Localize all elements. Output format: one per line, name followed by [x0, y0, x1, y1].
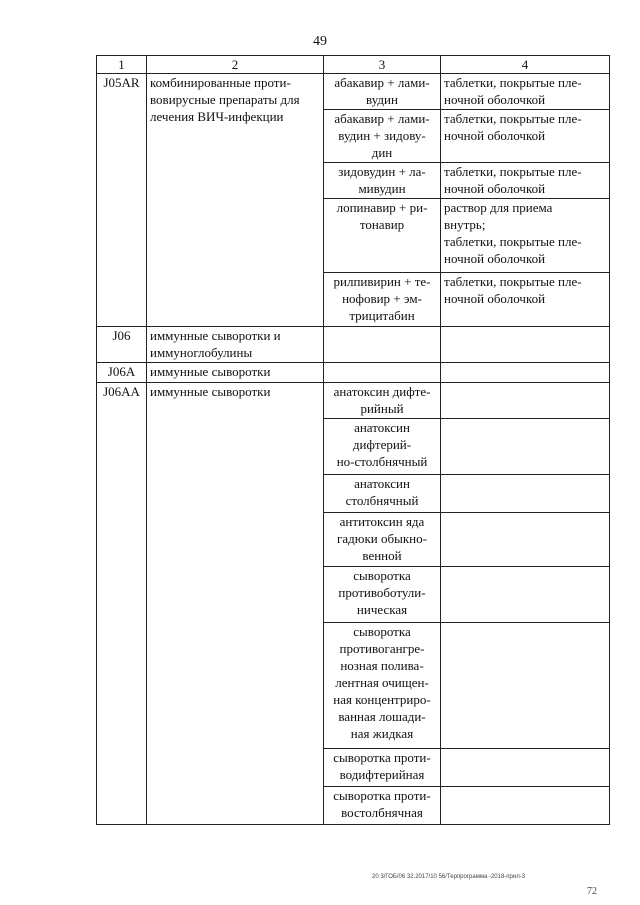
dosage-form-cell: [441, 567, 610, 623]
dosage-form-cell: [441, 199, 610, 273]
column-header-4: 4: [441, 56, 610, 74]
atc-code-cell: [97, 74, 147, 327]
footer-page-number: 72: [587, 886, 597, 897]
drug-name-cell: [324, 273, 441, 327]
dosage-form-cell: [441, 419, 610, 475]
drug-name-cell: [324, 383, 441, 419]
drug-name-cell: [324, 787, 441, 825]
group-name-cell: [147, 327, 324, 363]
column-header-2: 2: [147, 56, 324, 74]
drug-name: антитоксин яда гадюки обыкно- венной: [337, 514, 427, 563]
dosage-form: таблетки, покрытые пле- ночной оболочкой: [444, 111, 582, 143]
drug-name: абакавир + лами- вудин: [334, 75, 430, 107]
drug-name-cell: [324, 567, 441, 623]
dosage-form: таблетки, покрытые пле- ночной оболочкой: [444, 164, 582, 196]
dosage-form: таблетки, покрытые пле- ночной оболочкой: [444, 75, 582, 107]
dosage-form-cell: [441, 623, 610, 749]
group-name: иммунные сыворотки: [150, 384, 271, 399]
drug-name-cell: [324, 199, 441, 273]
group-name: иммунные сыворотки и иммуноглобулины: [150, 328, 281, 360]
atc-code-cell: [97, 327, 147, 363]
drug-name: сыворотка проти- водифтерийная: [333, 750, 431, 782]
group-name-cell: [147, 383, 324, 825]
group-name-cell: [147, 363, 324, 383]
drug-name: зидовудин + ла- мивудин: [338, 164, 426, 196]
drug-name: рилпивирин + те- нофовир + эм- трицитабин: [333, 274, 431, 323]
drug-name-cell: [324, 475, 441, 513]
drug-name-cell: [324, 363, 441, 383]
drug-name: лопинавир + ри- тонавир: [336, 200, 428, 232]
column-header-1: 1: [97, 56, 147, 74]
table-row: [97, 327, 610, 363]
drug-name-cell: [324, 163, 441, 199]
drug-name: абакавир + лами- вудин + зидову- дин: [334, 111, 430, 160]
dosage-form-cell: [441, 475, 610, 513]
group-name-cell: [147, 74, 324, 327]
atc-code-cell: [97, 363, 147, 383]
atc-code: J05AR: [103, 75, 140, 90]
drug-name: сыворотка противоботули- ническая: [338, 568, 426, 617]
drug-name-cell: [324, 623, 441, 749]
dosage-form-cell: [441, 273, 610, 327]
atc-code: J06A: [107, 364, 136, 379]
drug-name: анатоксин столбнячный: [345, 476, 419, 508]
atc-code: J06AA: [103, 384, 140, 399]
dosage-form-cell: [441, 383, 610, 419]
group-name: комбинированные проти- вовирусные препараты для лечения ВИЧ-инфекции: [150, 75, 300, 124]
dosage-form-cell: [441, 163, 610, 199]
table-row: [97, 363, 610, 383]
dosage-form: таблетки, покрытые пле- ночной оболочкой: [444, 274, 582, 306]
drug-name-cell: [324, 110, 441, 163]
drug-table: [96, 55, 610, 825]
dosage-form-cell: [441, 74, 610, 110]
drug-name: анатоксин дифтерий- но-столбнячный: [336, 420, 428, 469]
drug-name-cell: [324, 513, 441, 567]
drug-name: анатоксин дифте- рийный: [333, 384, 431, 416]
dosage-form-cell: [441, 513, 610, 567]
footer-reference: 20 3/ГОБ/06 32.2017/10 56/Терпрограмма -2018-прил-3: [372, 874, 526, 880]
group-name: иммунные сыворотки: [150, 364, 271, 379]
page-number: 49: [313, 34, 327, 49]
dosage-form-cell: [441, 749, 610, 787]
dosage-form-cell: [441, 110, 610, 163]
table-header-row: [97, 56, 610, 74]
drug-name-cell: [324, 327, 441, 363]
dosage-form-cell: [441, 327, 610, 363]
drug-name-cell: [324, 74, 441, 110]
atc-code: J06: [112, 328, 131, 343]
table-row: [97, 74, 610, 110]
atc-code-cell: [97, 383, 147, 825]
drug-name: сыворотка противогангре- нозная полива- лентная очищен- ная концентриро- ванная лошади- ная жидкая: [333, 624, 431, 741]
table-row: [97, 383, 610, 419]
drug-name-cell: [324, 419, 441, 475]
dosage-form-cell: [441, 363, 610, 383]
drug-name-cell: [324, 749, 441, 787]
dosage-form-cell: [441, 787, 610, 825]
drug-name: сыворотка проти- востолбнячная: [333, 788, 431, 820]
column-header-3: 3: [324, 56, 441, 74]
dosage-form: раствор для приема внутрь; таблетки, покрытые пле- ночной оболочкой: [444, 200, 582, 266]
